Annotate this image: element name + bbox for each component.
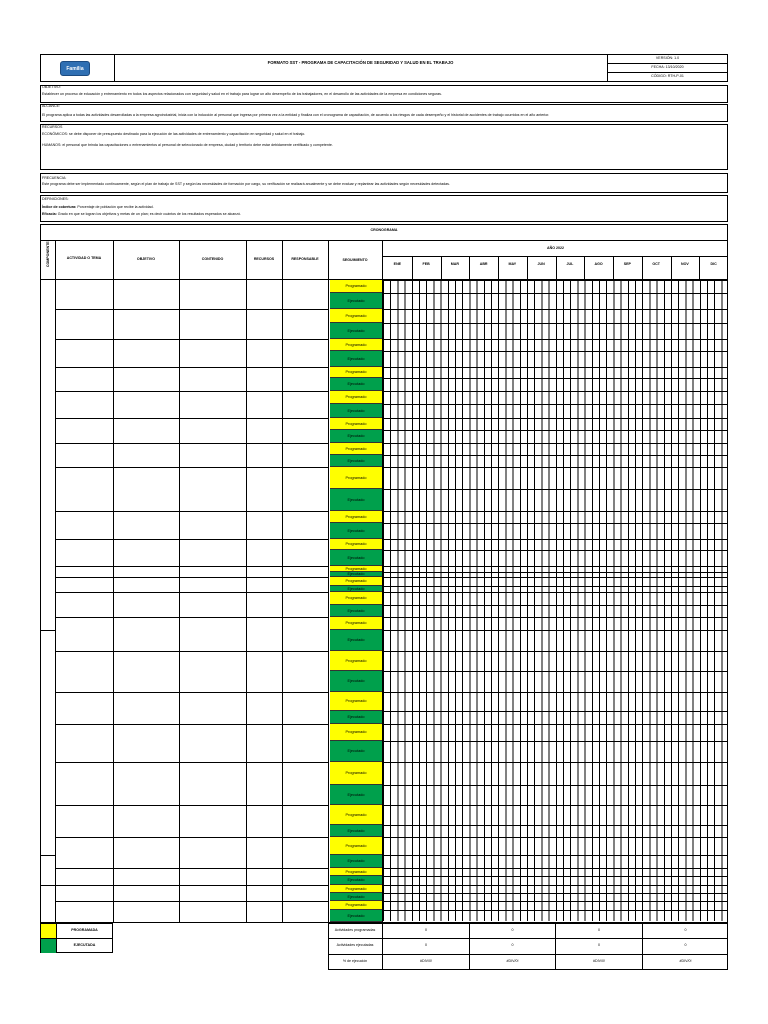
seguimiento-programado-cell[interactable]: Programado (330, 309, 382, 323)
totals-porcentaje-value: #DIV/0! (506, 959, 519, 963)
definiciones-label: DEFINICIONES: (42, 197, 69, 201)
seguimiento-programado-cell[interactable]: Programado (330, 391, 382, 404)
month-header: JUL (566, 262, 574, 266)
seguimiento-programado-cell[interactable]: Programado (330, 339, 382, 351)
seguimiento-ejecutado-cell[interactable]: Ejecutado (330, 430, 382, 443)
month-header: FEB (422, 262, 430, 266)
seguimiento-ejecutado-cell[interactable]: Ejecutado (330, 404, 382, 418)
objetivo-header: OBJETIVO (136, 257, 156, 261)
seguimiento-programado-cell[interactable]: Programado (330, 651, 382, 671)
legend-ejecutada-label: EJECUTADA (73, 943, 96, 947)
seguimiento-programado-cell[interactable]: Programado (330, 443, 382, 455)
seguimiento-programado-cell[interactable]: Programado (330, 592, 382, 605)
form-title: FORMATO SST - PROGRAMA DE CAPACITACIÓN DE SEGURIDAD Y SALUD EN EL TRABAJO (267, 60, 454, 65)
objetivo-label: OBJETIVO: (42, 85, 61, 89)
totals-programadas-value: 0 (511, 928, 514, 932)
definicion-cobertura: Índice de cobertura: Porcentaje de población que recibe la actividad. (42, 205, 154, 209)
seguimiento-ejecutado-cell[interactable]: Ejecutado (330, 785, 382, 805)
seguimiento-ejecutado-cell[interactable]: Ejecutado (330, 293, 382, 309)
totals-programadas-value: 0 (425, 928, 427, 932)
cronograma-title: CRONOGRAMA (370, 228, 398, 232)
seguimiento-programado-cell[interactable]: Programado (330, 617, 382, 630)
objetivo-text: Establecer un proceso de educación y entrenamiento en todos los aspectos relacionados con seguridad y salud en el trabajo para lograr un alto desempeño de los trabajadores, en el desarrollo de las actividades de la empresa en condiciones seguras. (42, 92, 442, 96)
month-header: ENE (393, 262, 402, 266)
seguimiento-programado-cell[interactable]: Programado (330, 577, 382, 586)
seguimiento-ejecutado-cell[interactable]: Ejecutado (330, 630, 382, 651)
componente-header: COMPONENTE (45, 241, 50, 268)
seguimiento-ejecutado-cell[interactable]: Ejecutado (330, 455, 382, 467)
totals-ejecutadas-value: 0 (425, 943, 427, 947)
legend-programada-label: PROGRAMADA (71, 928, 98, 932)
frecuencia-text: Este programa debe ser implementado continuamente, según el plan de trabajo de SST y según las necesidades de formación por cargo, su verificación se realizará anualmente y se debe evaluar y replantear las actividades según necesidades detectadas. (42, 182, 450, 186)
contenido-header: CONTENIDO (201, 257, 224, 261)
seguimiento-ejecutado-cell[interactable]: Ejecutado (330, 671, 382, 692)
seguimiento-programado-cell[interactable]: Programado (330, 566, 382, 572)
seguimiento-programado-cell[interactable]: Programado (330, 467, 382, 489)
totals-programadas-label: Actividades programadas (334, 928, 376, 932)
recursos-text-2: HUMANOS: el personal que brinda las capacitaciones o entrenamientos al personal de seleccionado de empresa, ciudad y territorio debe estar debidamente certificado y competente. (42, 143, 333, 147)
seguimiento-programado-cell[interactable]: Programado (330, 280, 382, 293)
seguimiento-ejecutado-cell[interactable]: Ejecutado (330, 893, 382, 901)
totals-porcentaje-value: #DIV/0! (593, 959, 605, 963)
legend-ejecutada-swatch (41, 939, 56, 953)
definicion-eficacia: Eficacia: Grado en que se logran los objetivos y metas de un plan; es decir cuántos de los resultados esperados se alcanzó. (42, 212, 241, 216)
seguimiento-ejecutado-cell[interactable]: Ejecutado (330, 741, 382, 762)
seguimiento-programado-cell[interactable]: Programado (330, 418, 382, 430)
seguimiento-programado-cell[interactable]: Programado (330, 762, 382, 785)
recursos-header: RECURSOS (253, 257, 275, 261)
seguimiento-ejecutado-cell[interactable]: Ejecutado (330, 323, 382, 339)
totals-programadas-value: 0 (598, 928, 600, 932)
totals-ejecutadas-value: 0 (511, 943, 514, 947)
seguimiento-ejecutado-cell[interactable]: Ejecutado (330, 523, 382, 539)
seguimiento-header: SEGUIMIENTO (342, 258, 368, 262)
seguimiento-programado-cell[interactable]: Programado (330, 367, 382, 378)
company-logo: Familia (60, 61, 90, 76)
actividad-header: ACTIVIDAD O TEMA (66, 256, 102, 260)
form-code: CÓDIGO: RTH-P-01 (651, 74, 684, 78)
month-header: JUN (537, 262, 545, 266)
totals-programadas-value: 0 (684, 928, 687, 932)
year-header: AÑO 2022 (547, 246, 564, 250)
totals-ejecutadas-value: 0 (598, 943, 600, 947)
totals-porcentaje-value: #DIV/0! (420, 959, 432, 963)
seguimiento-ejecutado-cell[interactable]: Ejecutado (330, 572, 382, 577)
seguimiento-programado-cell[interactable]: Programado (330, 805, 382, 825)
seguimiento-ejecutado-cell[interactable]: Ejecutado (330, 825, 382, 837)
frecuencia-label: FRECUENCIA: (42, 176, 67, 180)
seguimiento-programado-cell[interactable]: Programado (330, 837, 382, 855)
seguimiento-ejecutado-cell[interactable]: Ejecutado (330, 876, 382, 885)
seguimiento-programado-cell[interactable]: Programado (330, 692, 382, 711)
seguimiento-ejecutado-cell[interactable]: Ejecutado (330, 855, 382, 868)
legend-programada-swatch (41, 924, 56, 938)
month-header: ABR (479, 262, 488, 266)
alcance-label: ALCANCE: (42, 104, 60, 108)
seguimiento-programado-cell[interactable]: Programado (330, 539, 382, 550)
seguimiento-ejecutado-cell[interactable]: Ejecutado (330, 605, 382, 617)
month-header: OCT (652, 262, 660, 266)
responsable-header: RESPONSABLE (291, 257, 319, 261)
recursos-label: RECURSOS (42, 125, 63, 129)
month-header: NOV (680, 262, 689, 266)
seguimiento-ejecutado-cell[interactable]: Ejecutado (330, 910, 382, 922)
totals-porcentaje-label: % de ejecución (342, 959, 368, 963)
totals-ejecutadas-value: 0 (684, 943, 687, 947)
seguimiento-ejecutado-cell[interactable]: Ejecutado (330, 351, 382, 367)
seguimiento-programado-cell[interactable]: Programado (330, 724, 382, 741)
seguimiento-ejecutado-cell[interactable]: Ejecutado (330, 489, 382, 511)
month-header: MAY (508, 262, 517, 266)
totals-porcentaje-value: #DIV/0! (679, 959, 692, 963)
seguimiento-programado-cell[interactable]: Programado (330, 511, 382, 523)
seguimiento-programado-cell[interactable]: Programado (330, 885, 382, 893)
seguimiento-ejecutado-cell[interactable]: Ejecutado (330, 550, 382, 566)
alcance-text: El programa aplica a todas las actividades desarrolladas a la empresa agroindustrial, inicia con la inducción al personal que ingresa por primera vez a la entidad y finaliza con el cronograma de capacitación, de acuerdo a los riesgos de cada desempeño y el historial de accidentes de trabajo ocurridos en el año anterior. (42, 113, 550, 117)
seguimiento-programado-cell[interactable]: Programado (330, 868, 382, 876)
seguimiento-ejecutado-cell[interactable]: Ejecutado (330, 378, 382, 391)
month-header: DIC (710, 262, 717, 266)
month-header: SEP (623, 262, 631, 266)
form-version: VERSIÓN: 1.0 (655, 56, 680, 60)
recursos-text-1: ECONÓMICOS: se debe disponer de presupuesto destinado para la ejecución de las actividades de entrenamiento y capacitación en seguridad y salud en el trabajo. (42, 132, 306, 136)
seguimiento-ejecutado-cell[interactable]: Ejecutado (330, 711, 382, 724)
totals-ejecutadas-label: Actividades ejecutadas (336, 943, 374, 947)
seguimiento-programado-cell[interactable]: Programado (330, 901, 382, 910)
month-header: AGO (594, 262, 603, 266)
seguimiento-ejecutado-cell[interactable]: Ejecutado (330, 586, 382, 592)
month-header: MAR (450, 262, 459, 266)
form-date: FECHA: 13/10/2020 (651, 65, 684, 69)
